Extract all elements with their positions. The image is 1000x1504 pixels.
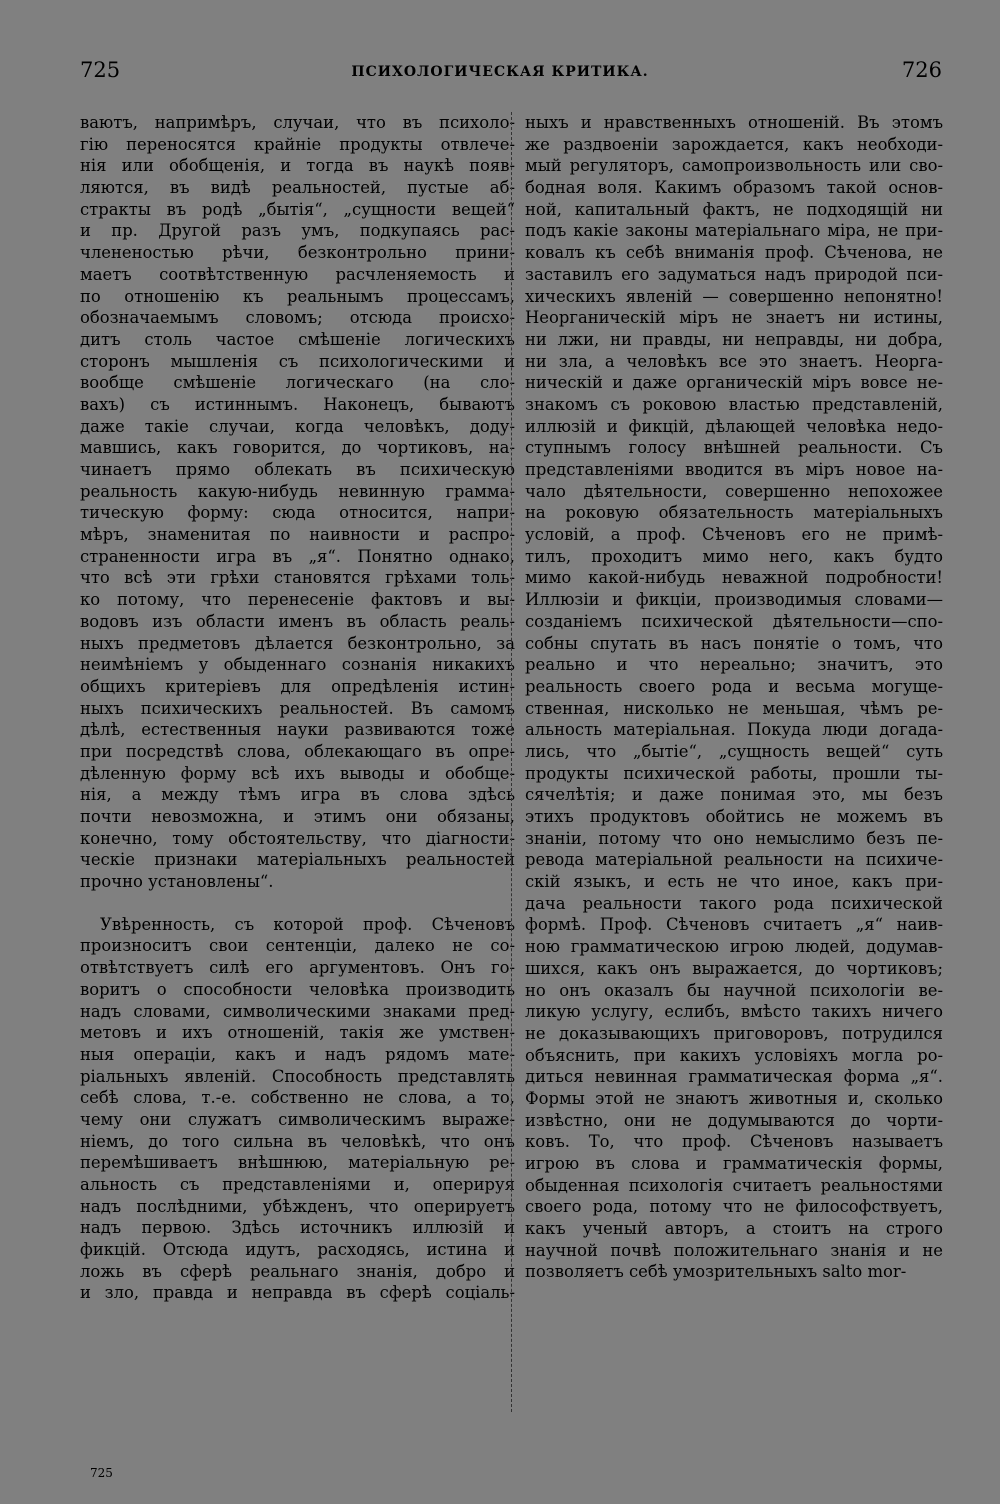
text-line: ковъ. То, что проф. Сѣченовъ называетъ <box>525 1132 943 1152</box>
text-line: ніемъ, до того сильна въ человѣкѣ, что онъ <box>80 1131 515 1151</box>
text-line: ревода матеріальной реальности на психиче- <box>525 850 943 870</box>
text-line: тическую форму: сюда относится, напри- <box>80 503 515 523</box>
text-line: прочно установлены“. <box>80 872 274 892</box>
text-line: альность съ представленіями и, оперируя <box>80 1175 515 1194</box>
text-line: созданіемъ психической дѣятельности—спо- <box>525 611 943 631</box>
text-line: дѣленную форму всѣ ихъ выводы и обобще- <box>80 763 515 783</box>
text-line: ныя операціи, какъ и надъ рядомъ мате- <box>80 1044 515 1064</box>
text-line: научной почвѣ положительнаго знанія и не <box>525 1240 943 1260</box>
text-line: формѣ. Проф. Сѣченовъ считаетъ „я“ наив- <box>525 915 943 935</box>
text-line: дитъ столь частое смѣшеніе логическихъ <box>80 329 515 349</box>
text-line: общихъ критеріевъ для опредѣленія истин- <box>80 676 515 696</box>
right-column <box>525 112 943 1283</box>
left-column <box>80 112 515 1304</box>
text-line: хическихъ явленій — совершенно непонятно! <box>525 286 943 306</box>
text-line: тилъ, проходитъ мимо него, какъ будто <box>525 546 943 566</box>
text-line: ріальныхъ явленій. Способность представлять <box>80 1066 515 1086</box>
text-line: страненности игра въ „я“. Понятно однако, <box>80 546 515 566</box>
text-line: себѣ слова, т.-е. собственно не слова, а то, <box>80 1088 515 1108</box>
text-line: нія, а между тѣмъ игра въ слова здѣсь <box>80 785 515 805</box>
text-line: диться невинная грамматическая форма „я“. <box>525 1067 943 1087</box>
text-line: не доказывающихъ приговоровъ, потрудился <box>525 1023 943 1043</box>
text-line: ваютъ, напримѣръ, случаи, что въ психоло- <box>80 113 515 132</box>
text-line: надъ первою. Здѣсь источникъ иллюзій и <box>80 1218 515 1238</box>
text-line: фикцій. Отсюда идутъ, расходясь, истина и <box>80 1240 515 1260</box>
text-line: подъ какіе законы матеріальнаго міра, не при- <box>525 221 943 241</box>
text-line: продукты психической работы, прошли ты- <box>525 763 943 783</box>
text-line: ковалъ къ себѣ вниманія проф. Сѣченова, не <box>525 243 943 263</box>
text-line: мимо какой-нибудь неважной подробности! <box>525 568 943 588</box>
text-line: мый регуляторъ, самопроизвольность или сво- <box>525 156 943 176</box>
text-line: представленіями вводится въ міръ новое на- <box>525 460 943 479</box>
text-line: реальность какую-нибудь невинную грамма- <box>80 481 515 501</box>
running-title: ПСИХОЛОГИЧЕСКАЯ КРИТИКА. <box>351 64 649 80</box>
text-line: Иллюзіи и фикціи, производимыя словами— <box>525 590 943 610</box>
text-line: сторонъ мышленія съ психологическими и <box>80 351 515 371</box>
text-line: и пр. Другой разъ умъ, подкупаясь рас- <box>80 221 515 241</box>
text-line: ческіе признаки матеріальныхъ реальностей <box>80 850 515 870</box>
page-number-right: 726 <box>901 58 942 82</box>
text-line: ническій и даже органическій міръ вовсе не- <box>525 373 943 393</box>
text-line: члененостью рѣчи, безконтрольно прини- <box>80 243 515 263</box>
text-line: надъ словами, символическими знаками пред- <box>80 1001 515 1021</box>
text-line: перемѣшиваетъ внѣшнюю, матеріальную ре- <box>80 1153 515 1173</box>
text-line: и зло, правда и неправда въ сферѣ соціаль- <box>80 1283 515 1303</box>
text-line: реально и что нереально; значитъ, это <box>525 655 943 675</box>
text-line: собны спутать въ насъ понятіе о томъ, что <box>525 633 943 653</box>
text-line: дача реальности такого рода психической <box>525 893 943 913</box>
text-line: ликую услугу, еслибъ, вмѣсто такихъ ничего <box>525 1002 943 1022</box>
text-line: Неорганическій міръ не знаетъ ни истины, <box>525 308 943 328</box>
text-line: неимѣніемъ у обыденнаго сознанія никакихъ <box>80 655 515 675</box>
column-divider <box>511 112 513 1412</box>
page-number-left: 725 <box>80 58 121 82</box>
text-line: ко потому, что перенесеніе фактовъ и вы- <box>80 590 515 610</box>
text-line: чинаетъ прямо облекать въ психическую <box>80 460 515 479</box>
footer-mark: 725 <box>90 1466 113 1480</box>
text-line: иллюзій и фикцій, дѣлающей человѣка недо- <box>525 416 943 436</box>
text-line: даже такіе случаи, когда человѣкъ, доду- <box>80 416 515 436</box>
text-line: ныхъ и нравственныхъ отношеній. Въ этомъ <box>525 113 943 132</box>
text-line: своего рода, потому что не философствуетъ, <box>525 1197 943 1217</box>
text-line: Формы этой не знаютъ животныя и, сколько <box>525 1088 943 1108</box>
text-line: вообще смѣшеніе логическаго (на сло- <box>80 373 515 393</box>
text-line: же раздвоеніи зарождается, какъ необходи- <box>525 134 943 154</box>
text-line: вахъ) съ истиннымъ. Наконецъ, бываютъ <box>80 394 515 414</box>
text-line: что всѣ эти грѣхи становятся грѣхами толь- <box>80 568 515 588</box>
text-line: какъ ученый авторъ, а стоитъ на строго <box>525 1219 943 1239</box>
text-line: почти невозможна, и этимъ они обязаны, <box>80 807 515 826</box>
text-line: ляются, въ видѣ реальностей, пустые аб- <box>80 178 515 198</box>
text-line: скій языкъ, и есть не что иное, какъ при- <box>525 872 943 892</box>
text-line: чему они служатъ символическимъ выраже- <box>80 1109 515 1129</box>
text-line: извѣстно, они не додумываются до чорти- <box>525 1110 943 1130</box>
text-line: ныхъ предметовъ дѣлается безконтрольно, за <box>80 633 515 653</box>
text-line: дѣлѣ, естественныя науки развиваются тоже <box>80 720 515 740</box>
text-line: водовъ изъ области именъ въ область реаль- <box>80 611 515 631</box>
text-line: нія или обобщенія, и тогда въ наукѣ появ- <box>80 156 515 176</box>
text-line: ни зла, а человѣкъ все это знаетъ. Неорга- <box>525 351 943 371</box>
text-line: ни лжи, ни правды, ни неправды, ни добра, <box>525 329 943 349</box>
text-line: заставилъ его задуматься надъ природой пси- <box>525 264 943 284</box>
text-line: ной, капитальный фактъ, не подходящій ни <box>525 199 943 219</box>
text-line: чало дѣятельности, совершенно непохожее <box>525 481 943 501</box>
text-line: ложь въ сферѣ реальнаго знанія, добро и <box>80 1261 515 1281</box>
text-line: лись, что „бытіе“, „сущность вещей“ суть <box>525 741 943 761</box>
text-line: ступнымъ голосу внѣшней реальности. Съ <box>525 438 943 458</box>
text-line: метовъ и ихъ отношеній, такія же умствен- <box>80 1023 515 1043</box>
text-line: сячелѣтія; и даже понимая это, мы безъ <box>525 785 943 805</box>
text-line: обыденная психологія считаетъ реальностями <box>525 1175 943 1195</box>
text-line: позволяетъ себѣ умозрительныхъ salto mor- <box>525 1262 907 1282</box>
text-line: мавшись, какъ говорится, до чортиковъ, на- <box>80 438 515 458</box>
text-line: реальность своего рода и весьма могуще- <box>525 676 943 696</box>
text-line: произноситъ свои сентенціи, далеко не со- <box>80 936 515 956</box>
text-line: альность матеріальная. Покуда люди догада- <box>525 720 943 740</box>
text-line: ныхъ психическихъ реальностей. Въ самомъ <box>80 698 515 718</box>
text-line: по отношенію къ реальнымъ процессамъ, <box>80 286 515 306</box>
text-line: этихъ продуктовъ обойтись не можемъ въ <box>525 807 943 826</box>
text-line: отвѣтствуетъ силѣ его аргументовъ. Онъ го- <box>80 958 515 978</box>
paragraph-gap <box>80 893 515 914</box>
text-line: ною грамматическою игрою людей, додумав- <box>525 937 943 957</box>
text-line: мѣръ, знаменитая по наивности и распро- <box>80 525 515 545</box>
text-line: воритъ о способности человѣка производить <box>80 979 515 999</box>
text-line: шихся, какъ онъ выражается, до чортиковъ; <box>525 958 943 978</box>
text-line: гію переносятся крайніе продукты отвлече- <box>80 134 515 154</box>
text-line: при посредствѣ слова, облекающаго въ опре- <box>80 741 515 761</box>
text-line: бодная воля. Какимъ образомъ такой основ- <box>525 178 943 198</box>
text-line: знаніи, потому что оно немыслимо безъ пе- <box>525 828 943 848</box>
text-line: Увѣренность, съ которой проф. Сѣченовъ <box>100 914 515 934</box>
text-line: объяснить, при какихъ условіяхъ могла ро- <box>525 1045 943 1065</box>
text-line: но онъ оказалъ бы научной психологіи ве- <box>525 980 943 1000</box>
text-line: обозначаемымъ словомъ; отсюда происхо- <box>80 308 515 328</box>
text-line: стракты въ родѣ „бытія“, „сущности вещей“ <box>80 199 515 219</box>
text-line: надъ послѣдними, убѣжденъ, что оперируетъ <box>80 1196 515 1216</box>
text-line: ственная, нисколько не меньшая, чѣмъ ре- <box>525 698 943 718</box>
text-line: знакомъ съ роковою властью представленій, <box>525 394 943 414</box>
text-line: условій, а проф. Сѣченовъ его не примѣ- <box>525 525 943 545</box>
text-line: конечно, тому обстоятельству, что діагности- <box>80 828 515 848</box>
text-line: игрою въ слова и грамматическія формы, <box>525 1154 943 1173</box>
text-line: на роковую обязательность матеріальныхъ <box>525 503 943 523</box>
text-line: маетъ соотвѣтственную расчленяемость и <box>80 264 515 284</box>
